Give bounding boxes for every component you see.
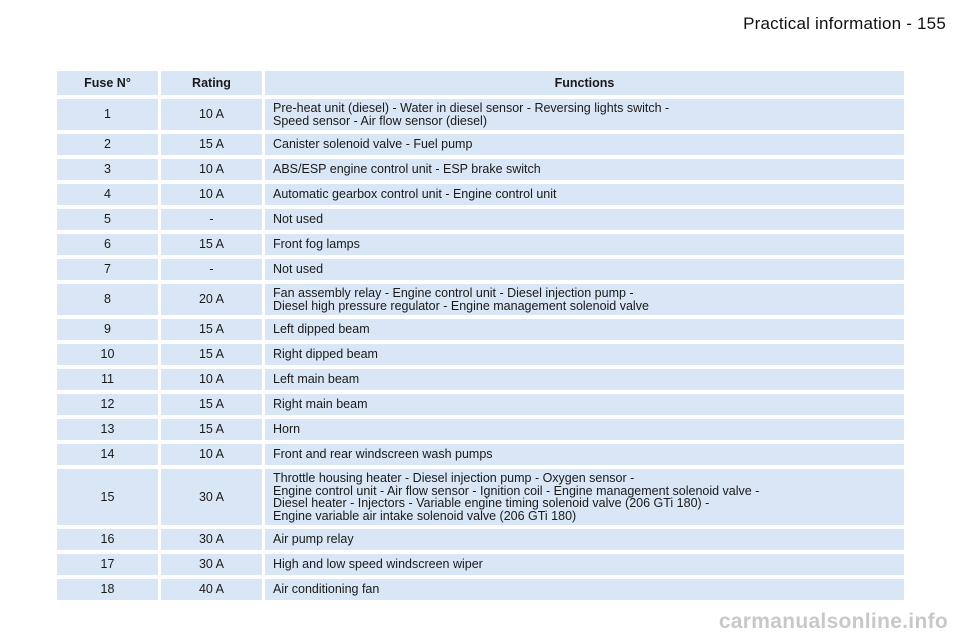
fuse-rating-cell: 10 A bbox=[158, 369, 262, 390]
table-row bbox=[57, 284, 904, 315]
table-row bbox=[57, 99, 904, 130]
fuse-rating-cell: 40 A bbox=[158, 579, 262, 600]
fuse-functions-cell bbox=[262, 579, 904, 600]
table-row bbox=[57, 184, 904, 205]
fuse-rating-cell: 15 A bbox=[158, 234, 262, 255]
function-text-line: Right main beam bbox=[273, 397, 368, 412]
function-text-line: Engine control unit - Air flow sensor - Ignition coil - Engine management solenoid valve - bbox=[273, 483, 760, 498]
table-row bbox=[57, 554, 904, 575]
fuse-number-cell: 9 bbox=[57, 319, 158, 340]
header-functions: Functions bbox=[262, 71, 904, 95]
function-text-line: ABS/ESP engine control unit - ESP brake switch bbox=[273, 162, 541, 177]
page-header: Practical information - 155 bbox=[743, 14, 946, 33]
function-text-line: Left dipped beam bbox=[273, 322, 370, 337]
table-row bbox=[57, 234, 904, 255]
fuse-number-cell: 8 bbox=[57, 284, 158, 315]
function-text-line: Right dipped beam bbox=[273, 347, 378, 362]
table-row bbox=[57, 134, 904, 155]
fuse-number-cell: 5 bbox=[57, 209, 158, 230]
function-text-line: Pre-heat unit (diesel) - Water in diesel sensor - Reversing lights switch - bbox=[273, 101, 670, 115]
table-row bbox=[57, 579, 904, 600]
function-text-line: Air pump relay bbox=[273, 532, 354, 547]
function-text-line: Front fog lamps bbox=[273, 237, 360, 252]
fuse-table bbox=[57, 67, 904, 604]
table-row bbox=[57, 394, 904, 415]
fuse-number-cell: 12 bbox=[57, 394, 158, 415]
fuse-functions-cell bbox=[262, 554, 904, 575]
fuse-rating-cell: 15 A bbox=[158, 394, 262, 415]
fuse-functions-cell bbox=[262, 444, 904, 465]
fuse-functions-cell bbox=[262, 209, 904, 230]
function-text-line: Not used bbox=[273, 212, 324, 227]
function-text-line: High and low speed windscreen wiper bbox=[273, 557, 483, 572]
fuse-number-cell: 15 bbox=[57, 469, 158, 525]
fuse-number-cell: 14 bbox=[57, 444, 158, 465]
fuse-number-cell: 2 bbox=[57, 134, 158, 155]
fuse-functions-cell bbox=[262, 284, 904, 315]
function-text-line: Horn bbox=[273, 422, 301, 437]
table-row bbox=[57, 159, 904, 180]
table-row bbox=[57, 419, 904, 440]
fuse-rating-cell: 15 A bbox=[158, 419, 262, 440]
fuse-rating-cell: 30 A bbox=[158, 529, 262, 550]
function-text-line: Front and rear windscreen wash pumps bbox=[273, 447, 493, 462]
fuse-number-cell: 3 bbox=[57, 159, 158, 180]
fuse-number-cell: 16 bbox=[57, 529, 158, 550]
fuse-number-cell: 1 bbox=[57, 99, 158, 130]
fuse-rating-cell: 20 A bbox=[158, 284, 262, 315]
fuse-rating-cell: 15 A bbox=[158, 134, 262, 155]
table-row bbox=[57, 259, 904, 280]
function-text-line: Diesel heater - Injectors - Variable engine timing solenoid valve (206 GTi 180) - bbox=[273, 496, 710, 510]
function-text-line: Speed sensor - Air flow sensor (diesel) bbox=[273, 113, 487, 128]
fuse-functions-cell bbox=[262, 319, 904, 340]
header-rating: Rating bbox=[158, 71, 262, 95]
fuse-rows bbox=[57, 99, 904, 600]
fuse-functions-cell bbox=[262, 134, 904, 155]
table-row bbox=[57, 469, 904, 525]
fuse-functions-cell bbox=[262, 159, 904, 180]
fuse-functions-cell bbox=[262, 529, 904, 550]
fuse-number-cell: 10 bbox=[57, 344, 158, 365]
function-text-line: Automatic gearbox control unit - Engine control unit bbox=[273, 187, 557, 202]
fuse-functions-cell bbox=[262, 99, 904, 130]
fuse-rating-cell: 15 A bbox=[158, 344, 262, 365]
function-text-line: Not used bbox=[273, 262, 324, 277]
function-text-line: Air conditioning fan bbox=[273, 582, 380, 597]
fuse-rating-cell: - bbox=[158, 209, 262, 230]
fuse-number-cell: 11 bbox=[57, 369, 158, 390]
fuse-number-cell: 18 bbox=[57, 579, 158, 600]
function-text-line: Engine variable air intake solenoid valve (206 GTi 180) bbox=[273, 508, 577, 523]
fuse-functions-cell bbox=[262, 369, 904, 390]
table-header-row bbox=[57, 71, 904, 95]
table-row bbox=[57, 319, 904, 340]
fuse-functions-cell bbox=[262, 469, 904, 525]
fuse-functions-cell bbox=[262, 419, 904, 440]
fuse-functions-cell bbox=[262, 394, 904, 415]
fuse-rating-cell: 10 A bbox=[158, 184, 262, 205]
function-text-line: Left main beam bbox=[273, 372, 360, 387]
fuse-number-cell: 7 bbox=[57, 259, 158, 280]
header-fuse-number: Fuse N° bbox=[57, 71, 158, 95]
table-row bbox=[57, 444, 904, 465]
table-row bbox=[57, 344, 904, 365]
table-row bbox=[57, 369, 904, 390]
fuse-rating-cell: - bbox=[158, 259, 262, 280]
fuse-functions-cell bbox=[262, 344, 904, 365]
fuse-rating-cell: 30 A bbox=[158, 554, 262, 575]
fuse-number-cell: 17 bbox=[57, 554, 158, 575]
watermark: carmanualsonline.info bbox=[718, 610, 948, 633]
function-text-line: Throttle housing heater - Diesel injection pump - Oxygen sensor - bbox=[273, 471, 635, 485]
fuse-rating-cell: 30 A bbox=[158, 469, 262, 525]
fuse-rating-cell: 15 A bbox=[158, 319, 262, 340]
function-text-line: Fan assembly relay - Engine control unit - Diesel injection pump - bbox=[273, 286, 634, 300]
fuse-rating-cell: 10 A bbox=[158, 444, 262, 465]
fuse-rating-cell: 10 A bbox=[158, 159, 262, 180]
fuse-functions-cell bbox=[262, 184, 904, 205]
table-row bbox=[57, 209, 904, 230]
fuse-functions-cell bbox=[262, 259, 904, 280]
fuse-number-cell: 4 bbox=[57, 184, 158, 205]
fuse-functions-cell bbox=[262, 234, 904, 255]
table-row bbox=[57, 529, 904, 550]
fuse-number-cell: 6 bbox=[57, 234, 158, 255]
function-text-line: Diesel high pressure regulator - Engine management solenoid valve bbox=[273, 298, 649, 313]
function-text-line: Canister solenoid valve - Fuel pump bbox=[273, 137, 473, 152]
fuse-rating-cell: 10 A bbox=[158, 99, 262, 130]
fuse-number-cell: 13 bbox=[57, 419, 158, 440]
